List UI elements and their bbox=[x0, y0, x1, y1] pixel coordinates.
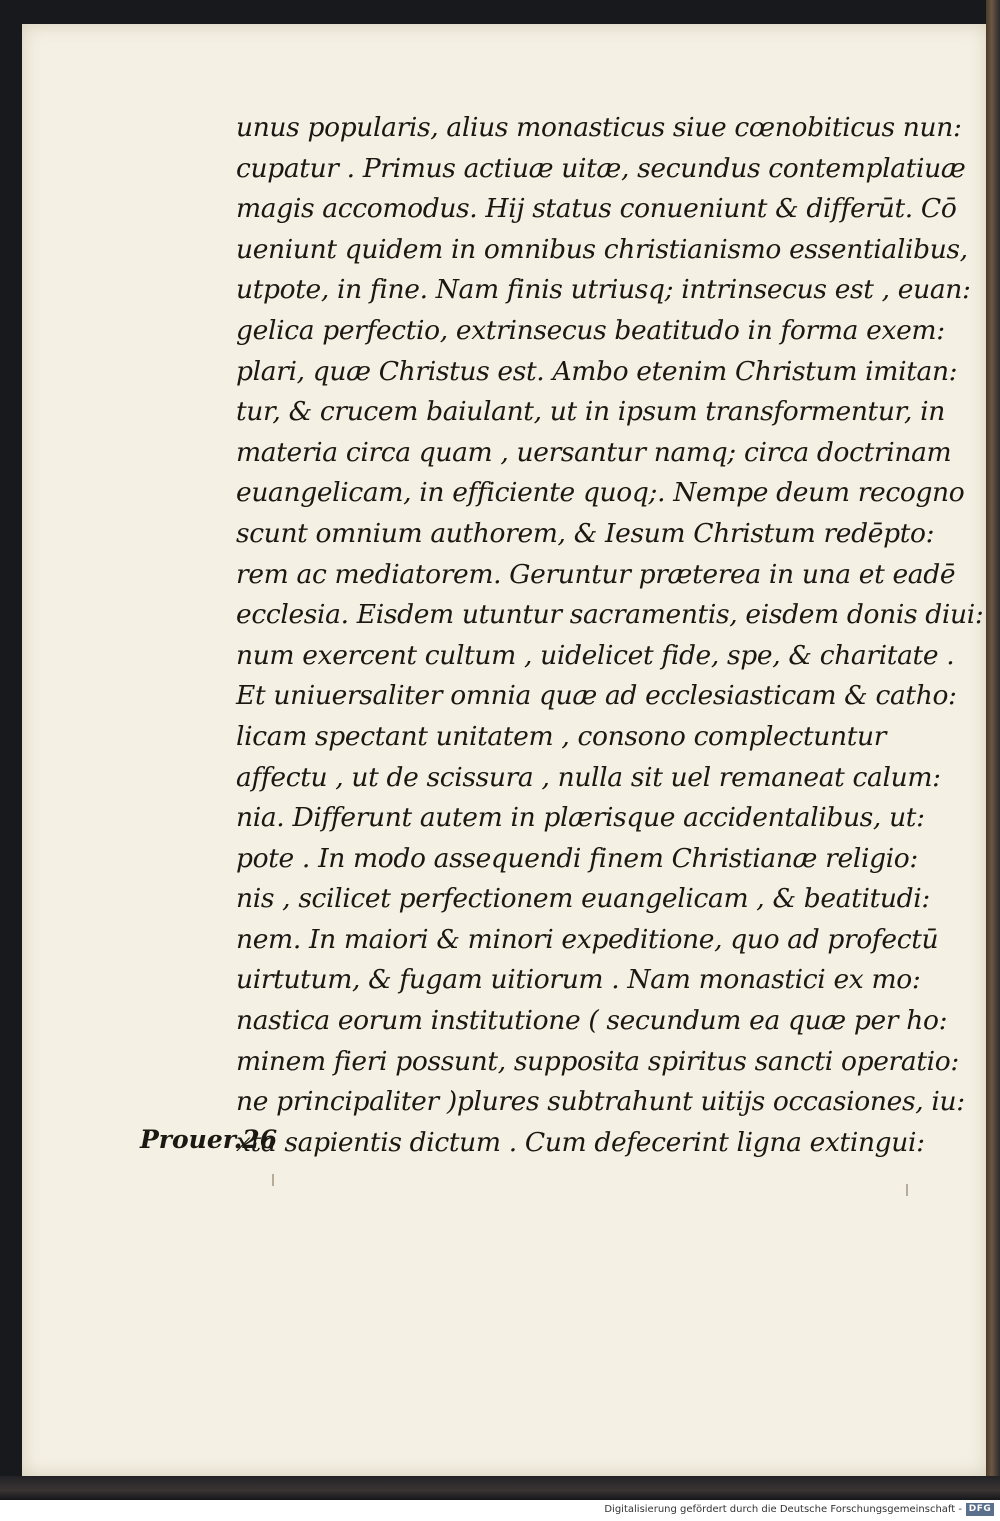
book-edge-bottom bbox=[0, 1476, 1000, 1500]
text-line: num exercent cultum , uidelicet fide, spe, & charitate . bbox=[236, 639, 955, 671]
text-line: ecclesia. Eisdem utuntur sacramentis, eisdem donis diui: bbox=[236, 599, 984, 631]
page-mark bbox=[906, 1184, 908, 1196]
text-line: uirtutum, & fugam uitiorum . Nam monastici ex mo: bbox=[236, 964, 921, 996]
text-line: ueniunt quidem in omnibus christianismo essentialibus, bbox=[236, 233, 968, 265]
dfg-logo: DFG bbox=[966, 1503, 994, 1516]
text-line: xta sapientis dictum . Cum defecerint ligna extingui: bbox=[236, 1126, 925, 1158]
text-line: euangelicam, in efficiente quoq;. Nempe deum recogno bbox=[236, 477, 965, 509]
text-line: Et uniuersaliter omnia quæ ad ecclesiasticam & catho: bbox=[236, 680, 957, 712]
text-line: scunt omnium authorem, & Iesum Christum redēpto: bbox=[236, 517, 935, 549]
footer-bar bbox=[0, 1500, 1000, 1521]
text-line: nastica eorum institutione ( secundum ea quæ per ho: bbox=[236, 1005, 948, 1037]
page-mark bbox=[272, 1174, 274, 1186]
text-line: magis accomodus. Hij status conueniunt & differūt. Cō bbox=[236, 193, 957, 225]
text-line: gelica perfectio, extrinsecus beatitudo in forma exem: bbox=[236, 314, 945, 346]
text-line: pote . In modo assequendi finem Christianæ religio: bbox=[236, 842, 918, 874]
footer-credit: Digitalisierung gefördert durch die Deutsche Forschungsgemeinschaft - bbox=[604, 1504, 962, 1515]
text-line: unus popularis, alius monasticus siue cœnobiticus nun: bbox=[236, 112, 962, 143]
book-edge-right bbox=[986, 0, 1000, 1500]
margin-note: Prouer.26 bbox=[140, 1125, 278, 1154]
text-line: ne principaliter )plures subtrahunt uitijs occasiones, iu: bbox=[236, 1086, 965, 1118]
text-line: rem ac mediatorem. Geruntur præterea in una et eadē bbox=[236, 558, 956, 590]
text-line: nia. Differunt autem in plærisque accidentalibus, ut: bbox=[236, 802, 925, 834]
text-line: affectu , ut de scissura , nulla sit uel remaneat calum: bbox=[236, 761, 941, 793]
text-line: utpote, in fine. Nam finis utriusq; intrinsecus est , euan: bbox=[236, 274, 971, 306]
body-text bbox=[236, 108, 984, 1163]
text-line: minem fieri possunt, supposita spiritus sancti operatio: bbox=[236, 1045, 959, 1077]
text-line: nis , scilicet perfectionem euangelicam , & beatitudi: bbox=[236, 883, 930, 915]
text-line: cupatur . Primus actiuæ uitæ, secundus contemplatiuæ bbox=[236, 152, 966, 184]
text-line: nem. In maiori & minori expeditione, quo ad profectū bbox=[236, 923, 939, 955]
text-line: licam spectant unitatem , consono complectuntur bbox=[236, 720, 887, 752]
text-line: tur, & crucem baiulant, ut in ipsum transformentur, in bbox=[236, 396, 945, 428]
text-line: materia circa quam , uersantur namq; circa doctrinam bbox=[236, 436, 952, 468]
text-line: plari, quæ Christus est. Ambo etenim Christum imitan: bbox=[236, 355, 958, 387]
